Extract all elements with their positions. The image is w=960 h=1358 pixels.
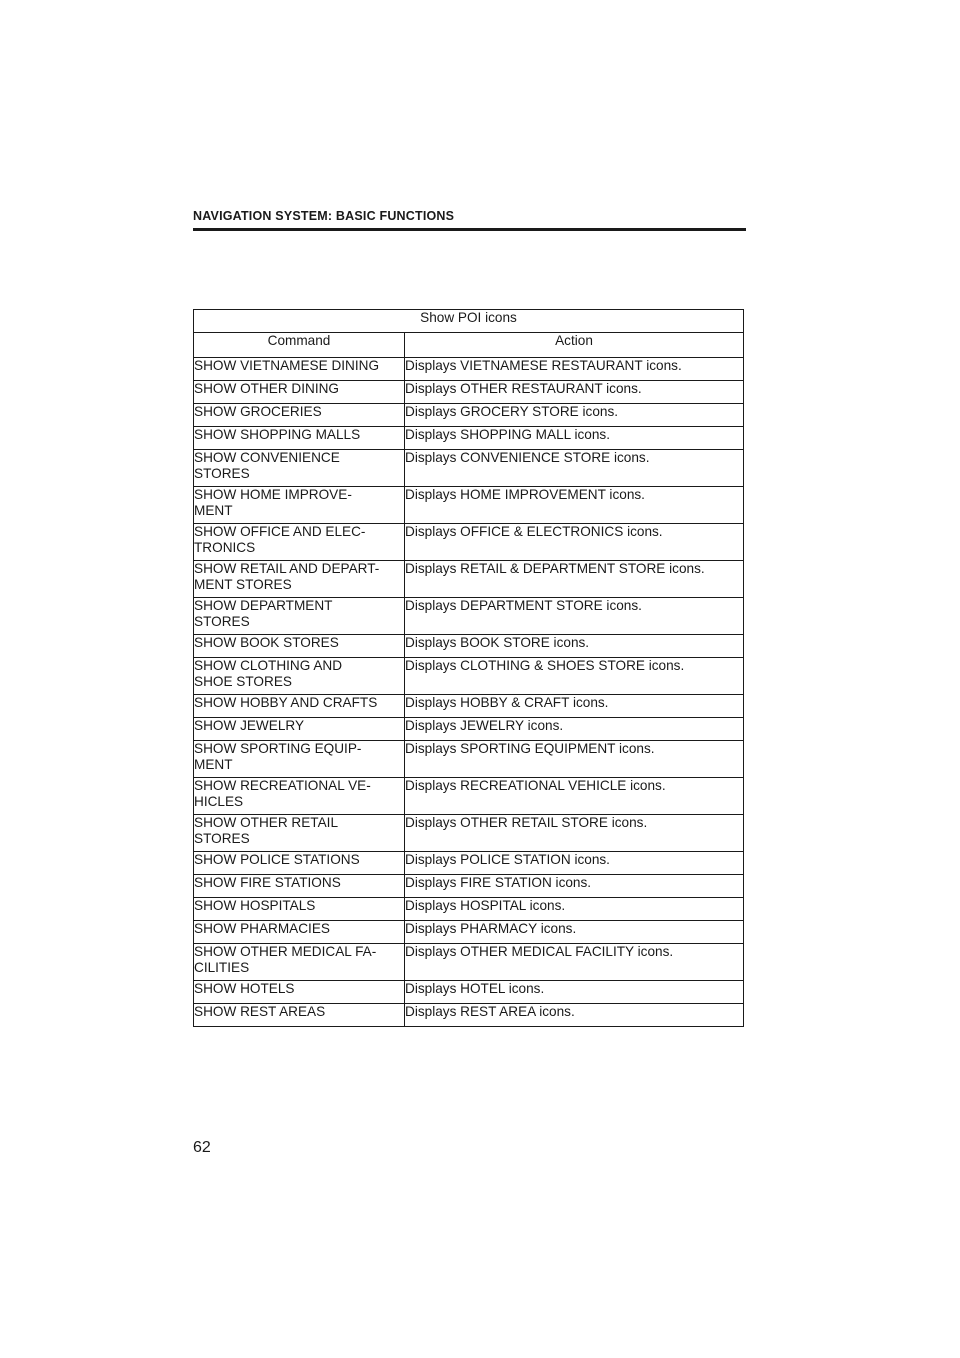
command-cell: SHOW OFFICE AND ELEC- TRONICS <box>194 524 405 561</box>
column-header-action: Action <box>405 333 744 358</box>
action-cell: Displays OFFICE & ELECTRONICS icons. <box>405 524 744 561</box>
action-cell: Displays FIRE STATION icons. <box>405 875 744 898</box>
command-cell: SHOW HOSPITALS <box>194 898 405 921</box>
command-cell: SHOW CONVENIENCE STORES <box>194 450 405 487</box>
command-cell: SHOW CLOTHING AND SHOE STORES <box>194 658 405 695</box>
action-cell: Displays HOBBY & CRAFT icons. <box>405 695 744 718</box>
command-cell: SHOW GROCERIES <box>194 404 405 427</box>
action-cell: Displays REST AREA icons. <box>405 1004 744 1027</box>
table-row <box>194 875 744 898</box>
action-cell: Displays RETAIL & DEPARTMENT STORE icons. <box>405 561 744 598</box>
table-row <box>194 921 744 944</box>
table-row <box>194 981 744 1004</box>
command-cell: SHOW OTHER DINING <box>194 381 405 404</box>
table-row <box>194 658 744 695</box>
table-row <box>194 1004 744 1027</box>
table-row <box>194 695 744 718</box>
table-row <box>194 450 744 487</box>
action-cell: Displays DEPARTMENT STORE icons. <box>405 598 744 635</box>
command-cell: SHOW RETAIL AND DEPART- MENT STORES <box>194 561 405 598</box>
table-row <box>194 404 744 427</box>
action-cell: Displays GROCERY STORE icons. <box>405 404 744 427</box>
page-number: 62 <box>193 1139 211 1156</box>
command-cell: SHOW OTHER RETAIL STORES <box>194 815 405 852</box>
command-cell: SHOW JEWELRY <box>194 718 405 741</box>
action-cell: Displays SHOPPING MALL icons. <box>405 427 744 450</box>
action-cell: Displays HOME IMPROVEMENT icons. <box>405 487 744 524</box>
table-title: Show POI icons <box>194 310 744 333</box>
action-cell: Displays BOOK STORE icons. <box>405 635 744 658</box>
command-cell: SHOW HOME IMPROVE- MENT <box>194 487 405 524</box>
action-cell: Displays PHARMACY icons. <box>405 921 744 944</box>
command-cell: SHOW HOBBY AND CRAFTS <box>194 695 405 718</box>
action-cell: Displays OTHER RESTAURANT icons. <box>405 381 744 404</box>
table-row <box>194 487 744 524</box>
table-row <box>194 852 744 875</box>
table-row <box>194 944 744 981</box>
column-header-command: Command <box>194 333 405 358</box>
command-cell: SHOW SPORTING EQUIP- MENT <box>194 741 405 778</box>
command-cell: SHOW BOOK STORES <box>194 635 405 658</box>
action-cell: Displays POLICE STATION icons. <box>405 852 744 875</box>
action-cell: Displays CONVENIENCE STORE icons. <box>405 450 744 487</box>
action-cell: Displays HOTEL icons. <box>405 981 744 1004</box>
table-row <box>194 635 744 658</box>
command-cell: SHOW VIETNAMESE DINING <box>194 358 405 381</box>
table-row <box>194 718 744 741</box>
table-row <box>194 381 744 404</box>
section-header: NAVIGATION SYSTEM: BASIC FUNCTIONS <box>193 209 455 223</box>
action-cell: Displays VIETNAMESE RESTAURANT icons. <box>405 358 744 381</box>
command-cell: SHOW FIRE STATIONS <box>194 875 405 898</box>
table-row <box>194 815 744 852</box>
action-cell: Displays HOSPITAL icons. <box>405 898 744 921</box>
poi-command-table <box>193 309 744 1027</box>
command-cell: SHOW HOTELS <box>194 981 405 1004</box>
table-row <box>194 778 744 815</box>
command-cell: SHOW SHOPPING MALLS <box>194 427 405 450</box>
table-row <box>194 358 744 381</box>
table-row <box>194 898 744 921</box>
table-row <box>194 598 744 635</box>
action-cell: Displays JEWELRY icons. <box>405 718 744 741</box>
action-cell: Displays SPORTING EQUIPMENT icons. <box>405 741 744 778</box>
command-cell: SHOW OTHER MEDICAL FA- CILITIES <box>194 944 405 981</box>
table-row <box>194 561 744 598</box>
header-rule <box>193 228 746 231</box>
command-cell: SHOW POLICE STATIONS <box>194 852 405 875</box>
command-cell: SHOW PHARMACIES <box>194 921 405 944</box>
command-cell: SHOW DEPARTMENT STORES <box>194 598 405 635</box>
table-row <box>194 524 744 561</box>
action-cell: Displays CLOTHING & SHOES STORE icons. <box>405 658 744 695</box>
command-cell: SHOW RECREATIONAL VE- HICLES <box>194 778 405 815</box>
table-row <box>194 427 744 450</box>
command-cell: SHOW REST AREAS <box>194 1004 405 1027</box>
table-row <box>194 741 744 778</box>
action-cell: Displays OTHER RETAIL STORE icons. <box>405 815 744 852</box>
action-cell: Displays OTHER MEDICAL FACILITY icons. <box>405 944 744 981</box>
action-cell: Displays RECREATIONAL VEHICLE icons. <box>405 778 744 815</box>
